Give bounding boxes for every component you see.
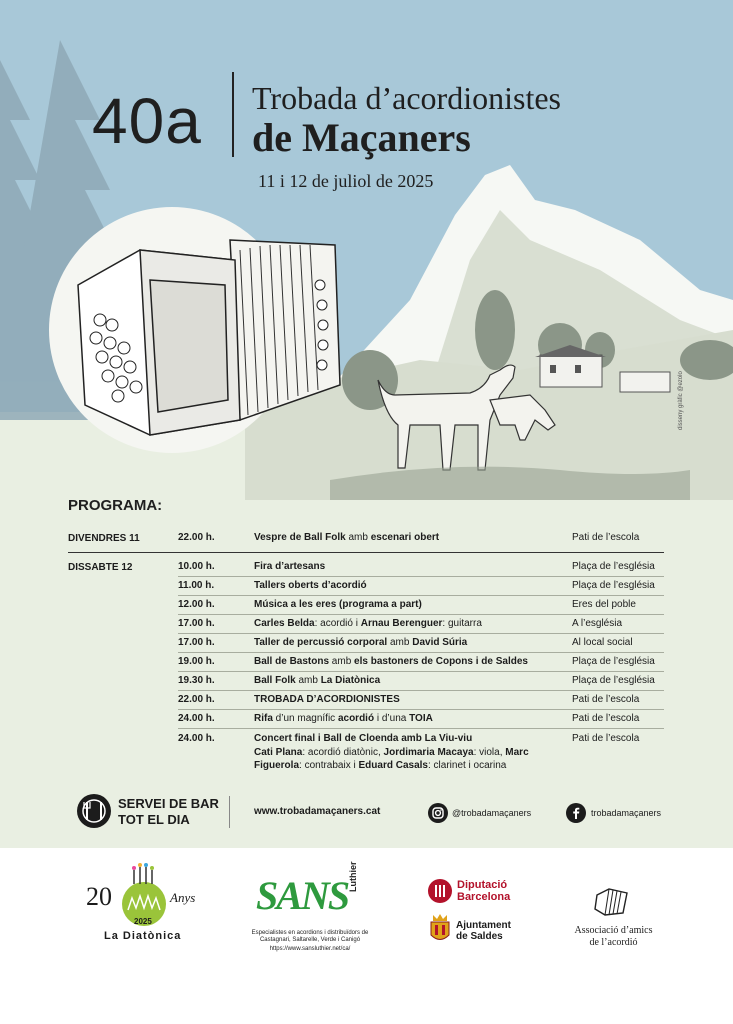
row-activity: Taller de percussió corporal amb David Súria <box>254 637 468 648</box>
anys-number: 20 <box>86 882 112 911</box>
concert-performers: Cati Plana: acordió diatònic, Jordimaria Macaya: viola, Marc Figuerola: contrabaix i Eduard Casals: clarinet i ocarina <box>254 747 529 771</box>
cutlery-icon <box>76 793 112 829</box>
row-place: Plaça de l’església <box>572 580 655 591</box>
row-time: 19.30 h. <box>178 675 215 686</box>
programme-row <box>178 652 664 672</box>
programme-row <box>178 671 664 691</box>
programme-row <box>178 614 664 634</box>
title-divider <box>232 72 234 157</box>
programme-row <box>178 528 664 547</box>
title-line1: Trobada d’acordionistes <box>252 80 561 116</box>
row-place: Eres del poble <box>572 599 636 610</box>
anys-year: 2025 <box>134 917 152 926</box>
row-time: 17.00 h. <box>178 637 215 648</box>
row-place: Pati de l’escola <box>572 733 640 744</box>
row-time: 17.00 h. <box>178 618 215 629</box>
row-time: 12.00 h. <box>178 599 215 610</box>
diputacio-emblem-icon <box>428 879 452 903</box>
instagram-icon[interactable] <box>428 803 448 823</box>
row-time: 22.00 h. <box>178 532 215 543</box>
programme-row <box>178 709 664 729</box>
facebook-icon[interactable] <box>566 803 586 823</box>
day-label-friday: DIVENDRES 11 <box>68 533 140 544</box>
row-activity: Vespre de Ball Folk amb escenari obert <box>254 532 440 543</box>
row-place: Plaça de l’església <box>572 656 655 667</box>
sans-name: SANS <box>256 873 349 918</box>
logo-diputacio-barcelona <box>428 878 538 906</box>
row-place: Plaça de l’església <box>572 561 655 572</box>
programme-row <box>178 633 664 653</box>
row-time: 10.00 h. <box>178 561 215 572</box>
programme-row <box>178 595 664 615</box>
day-label-saturday: DISSABTE 12 <box>68 562 133 573</box>
anys-label: Anys <box>170 890 196 905</box>
sans-url[interactable]: https://www.sansluthier.net/ca/ <box>269 946 351 952</box>
instagram-handle[interactable]: @trobadamaçaners <box>452 808 532 818</box>
row-activity: Rifa d’un magnífic acordió i d’una TOIA <box>254 713 433 724</box>
facebook-handle[interactable]: trobadamaçaners <box>591 808 662 818</box>
ajuntament-text: Ajuntament de Saldes <box>456 920 511 942</box>
logo-ajuntament-saldes <box>428 913 538 947</box>
row-place: A l’església <box>572 618 623 629</box>
day-separator <box>68 552 664 553</box>
row-activity: Carles Belda: acordió i Arnau Berenguer: guitarra <box>254 618 482 629</box>
row-place: Plaça de l’església <box>572 675 655 686</box>
row-place: Al local social <box>572 637 633 648</box>
hero-illustration <box>0 0 733 500</box>
sans-luthier-label: Luthier <box>348 861 358 892</box>
row-time: 11.00 h. <box>178 580 215 591</box>
website-link[interactable]: www.trobadamaçaners.cat <box>254 806 381 817</box>
sans-description: Especialistes en acordions i distribuïdors de Castagnari, Saltarelle, Verde i Canigó <box>251 930 369 943</box>
edition-number: 40a <box>92 85 202 157</box>
programme-row <box>178 576 664 596</box>
row-time: 24.00 h. <box>178 733 215 744</box>
row-activity: Fira d’artesans <box>254 561 326 572</box>
row-time: 19.00 h. <box>178 656 215 667</box>
title-line2: de Maçaners <box>252 115 471 160</box>
la-diatonica-name: La Diatònica <box>104 930 182 942</box>
programme-heading: PROGRAMA: <box>68 497 163 514</box>
row-activity: Ball de Bastons amb els bastoners de Copons i de Saldes <box>254 656 528 667</box>
info-divider <box>229 796 230 828</box>
row-activity: Ball Folk amb La Diatònica <box>254 675 381 686</box>
event-dates: 11 i 12 de juliol de 2025 <box>258 171 434 191</box>
diputacio-text: Diputació Barcelona <box>457 879 511 903</box>
row-place: Pati de l’escola <box>572 532 640 543</box>
bar-service-text: SERVEI DE BAR TOT EL DIA <box>118 796 219 827</box>
row-place: Pati de l’escola <box>572 713 640 724</box>
saldes-shield-icon <box>429 913 451 945</box>
logo-associacio-amics-acordio <box>566 885 661 953</box>
programme-row <box>178 557 664 577</box>
programme-row <box>178 690 664 710</box>
logo-20-anys-la-diatonica <box>82 862 212 947</box>
row-activity: Tallers oberts d’acordió <box>254 580 367 591</box>
row-activity: TROBADA D’ACORDIONISTES <box>254 694 400 705</box>
associacio-text: Associació d’amics de l’acordió <box>574 925 653 948</box>
row-place: Pati de l’escola <box>572 694 640 705</box>
row-time: 22.00 h. <box>178 694 215 705</box>
illustration-credit: disseny gràfic @ezolo <box>678 371 684 430</box>
logo-sans-luthier <box>250 861 375 957</box>
accordion-sketch-icon <box>593 885 633 919</box>
row-activity: Concert final i Ball de Cloenda amb La Viu-viu <box>254 733 473 744</box>
row-time: 24.00 h. <box>178 713 215 724</box>
row-activity: Música a les eres (programa a part) <box>254 599 422 610</box>
